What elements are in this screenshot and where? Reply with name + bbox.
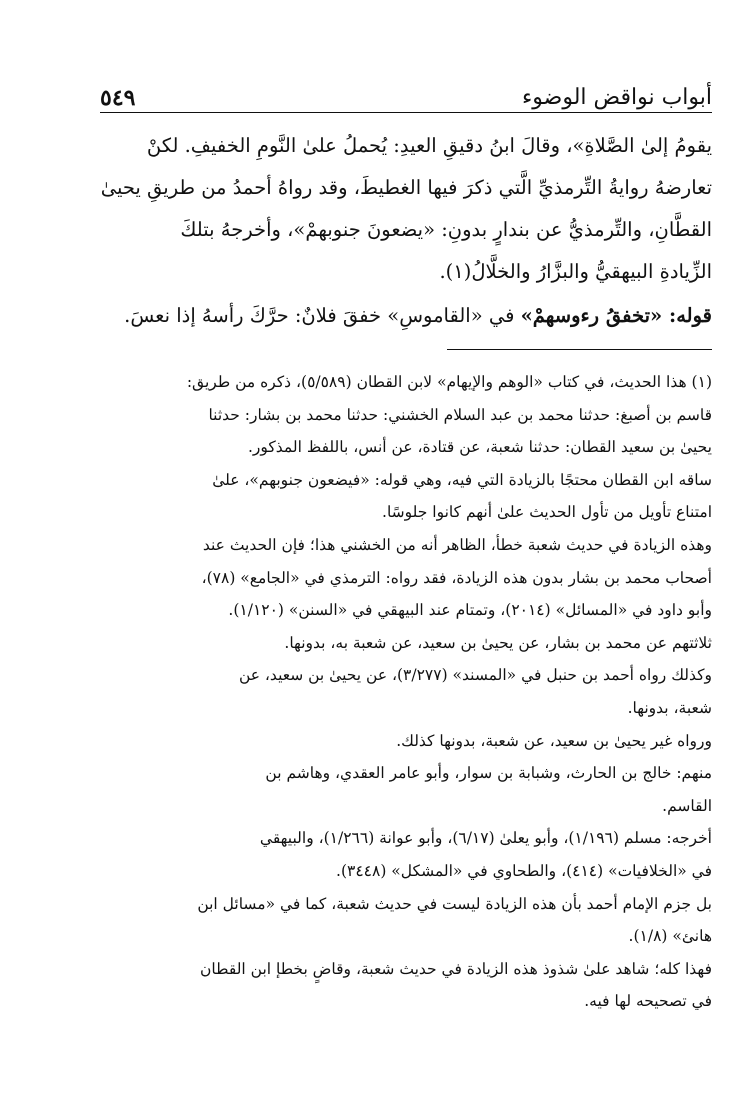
footnote-line: فهذا كله؛ شاهد علىٰ شذوذ هذه الزيادة في حديث شعبة، وقاضٍ بخطإ ابن القطان [200, 959, 712, 978]
chapter-title: أبواب نواقض الوضوء [521, 85, 712, 110]
footnote-line: في «الخلافيات» (٤١٤)، والطحاوي في «المشكل» (٣٤٤٨). [336, 861, 712, 880]
footnote-line: القاسم. [662, 796, 712, 815]
footnote-line: ساقه ابن القطان محتجًا بالزيادة التي فيه، وهي قوله: «فيضعون جنوبهم»، علىٰ [212, 470, 712, 489]
footnote-line: هانئ» (١/٨). [628, 927, 712, 946]
book-page [100, 76, 712, 1018]
commentary-lemma: قوله: «تخفقُ رءوسهمْ» [520, 304, 712, 327]
main-line: القطَّانِ، والتِّرمذيُّ عن بندارٍ بدونِ: «يضعونَ جنوبهمْ»، وأخرجهُ بتلكَ [180, 218, 712, 241]
footnote-line: وأبو داود في «المسائل» (٢٠١٤)، وتمتام عند البيهقي في «السنن» (١/١٢٠). [228, 601, 712, 620]
footnote-line: أخرجه: مسلم (١/١٩٦)، وأبو يعلىٰ (٦/١٧)، وأبو عوانة (١/٢٦٦)، والبيهقي [259, 829, 712, 848]
footnote-line: أصحاب محمد بن بشار بدون هذه الزيادة، فقد رواه: الترمذي في «الجامع» (٧٨)، [201, 568, 712, 587]
main-line: الزِّيادةِ البيهقيُّ والبزَّارُ والخلَّالُ(١). [439, 260, 712, 283]
running-header [100, 76, 712, 113]
footnote-line: بل جزم الإمام أحمد بأن هذه الزيادة ليست في حديث شعبة، كما في «مسائل ابن [197, 894, 712, 913]
main-line: تعارضهُ روايةُ التِّرمذيِّ الَّتي ذكرَ فيها الغطيطَ، وقد رواهُ أحمدُ من طريقِ يحيىٰ [100, 176, 712, 199]
footnote-line: وهذه الزيادة في حديث شعبة خطأ، الظاهر أنه من الخشني هذا؛ فإن الحديث عند [202, 535, 712, 554]
main-line: يقومُ إلىٰ الصَّلاةِ»، وقالَ ابنُ دقيقِ العيدِ: يُحملُ علىٰ النَّومِ الخفيفِ. لكنْ [146, 134, 712, 157]
footnote-line: ورواه غير يحيىٰ بن سعيد، عن شعبة، بدونها كذلك. [396, 731, 712, 750]
commentary-line [100, 295, 712, 337]
footnote-line: (١) هذا الحديث، في كتاب «الوهم والإيهام» لابن القطان (٥/٥٨٩)، ذكره من طريق: [186, 373, 712, 391]
footnote-separator [447, 349, 712, 350]
footnote-line: منهم: خالج بن الحارث، وشبابة بن سوار، وأبو عامر العقدي، وهاشم بن [265, 764, 712, 783]
commentary-text: في «القاموسِ» خفقَ فلانٌ: حرَّكَ رأسهُ إذا نعسَ. [124, 304, 521, 327]
footnote-line: شعبة، بدونها. [627, 698, 712, 717]
footnote-line: قاسم بن أصبغ: حدثنا محمد بن عبد السلام الخشني: حدثنا محمد بن بشار: حدثنا [208, 405, 712, 424]
footnote-line: يحيىٰ بن سعيد القطان: حدثنا شعبة، عن قتادة، عن أنس، باللفظ المذكور. [248, 438, 712, 457]
main-text [100, 125, 712, 293]
footnote-line: ثلاثتهم عن محمد بن بشار، عن يحيىٰ بن سعيد، عن شعبة به، بدونها. [284, 633, 712, 652]
footnotes [100, 366, 712, 1018]
footnote-line: امتناع تأويل من تأول الحديث علىٰ أنهم كانوا جلوسًا. [382, 503, 712, 522]
page-number: ٥٤٩ [100, 85, 136, 111]
footnote-line: وكذلك رواه أحمد بن حنبل في «المسند» (٣/٢٧٧)، عن يحيىٰ بن سعيد، عن [238, 666, 712, 685]
footnote-line: في تصحيحه لها فيه. [584, 992, 712, 1011]
